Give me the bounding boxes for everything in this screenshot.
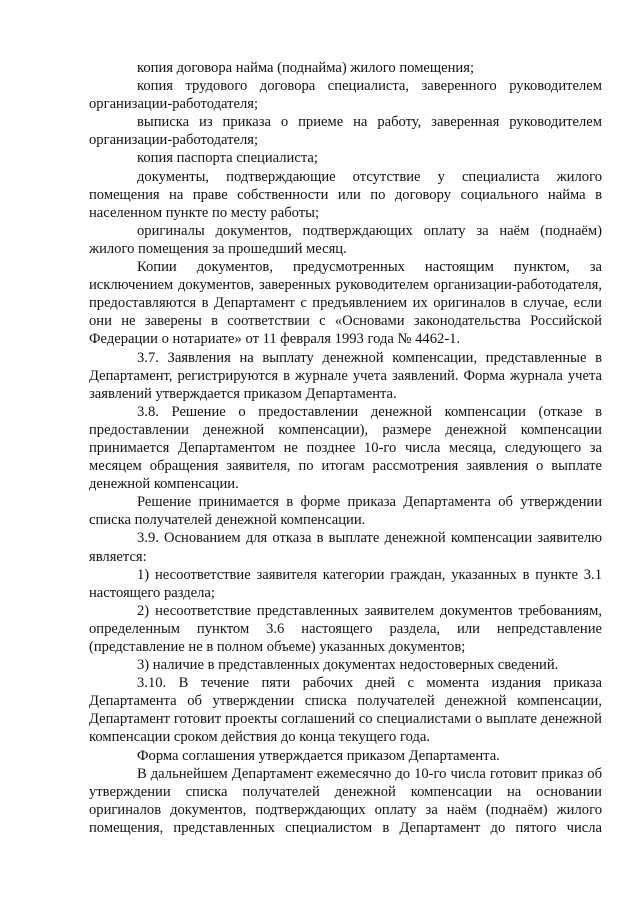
paragraph-3-7: 3.7. Заявления на выплату денежной компенсации, представленные в Департамент, регистрируются в журнале учета заявлений. Форма журнала учета заявлений утверждается приказом Департамента. [89,349,602,402]
paragraph-3-10: 3.10. В течение пяти рабочих дней с момента издания приказа Департамента об утверждении списка получателей денежной компенсации, Департамент готовит проекты соглашений со специалистами о выплате денежной компенсации сроком действия до конца текущего года. [89,675,602,746]
list-item-passport-copy: копия паспорта специалиста; [137,150,318,167]
list-item-employment-contract: копия трудового договора специалиста, заверенного руководителем организации-работодателя; [89,78,602,113]
list-item-lease-copy: копия договора найма (поднайма) жилого помещения; [137,60,475,76]
list-item-hiring-order-extract: выписка из приказа о приеме на работу, заверенная руководителем организации-работодателя; [89,114,602,149]
paragraph-3-8: 3.8. Решение о предоставлении денежной компенсации (отказе в предоставлении денежной компенсации), размере денежной компенсации принимается Департаментом не позднее 10-го числа месяца, следующего за месяцем обращения заявителя, по итогам рассмотрения заявления о выплате денежной компенсации. [89,403,602,493]
paragraph-agreement-form: Форма соглашения утверждается приказом Департамента. [137,747,500,764]
list-item-no-housing-documents: документы, подтверждающие отсутствие у специалиста жилого помещения на праве собственности или по договору социального найма в населенном пункте по месту работы; [89,168,602,221]
paragraph-monthly-order: В дальнейшем Департамент ежемесячно до 10-го числа готовит приказ об утверждении списка получателей денежной компенсации на основании оригиналов документов, подтверждающих оплату за наём (поднаём) жилого помещения, представленных специалистом в Департамент до пятого числа [89,765,602,836]
list-item-payment-originals: оригиналы документов, подтверждающих оплату за наём (поднаём) жилого помещения за прошедший месяц. [89,222,602,257]
paragraph-copies-note: Копии документов, предусмотренных настоящим пунктом, за исключением документов, заверенных руководителем организации-работодателя, предоставляются в Департамент с предъявлением их оригиналов в случае, если они не заверены в соответствии с «Основами законодательства Российской Федерации о нотариате» от 11 февраля 1993 года № 4462-1. [89,259,602,348]
refusal-reason-3: 3) наличие в представленных документах недостоверных сведений. [137,657,559,674]
refusal-reason-1: 1) несоответствие заявителя категории граждан, указанных в пункте 3.1 настоящего раздела; [89,566,602,601]
refusal-reason-2: 2) несоответствие представленных заявителем документов требованиям, определенным пунктом 3.6 настоящего раздела, или непредставление (представление не в полном объеме) указанных документов; [89,602,602,655]
paragraph-decision-form: Решение принимается в форме приказа Департамента об утверждении списка получателей денежной компенсации. [89,494,602,529]
paragraph-3-9: 3.9. Основанием для отказа в выплате денежной компенсации заявителю является: [89,530,602,565]
document-page [89,59,602,837]
